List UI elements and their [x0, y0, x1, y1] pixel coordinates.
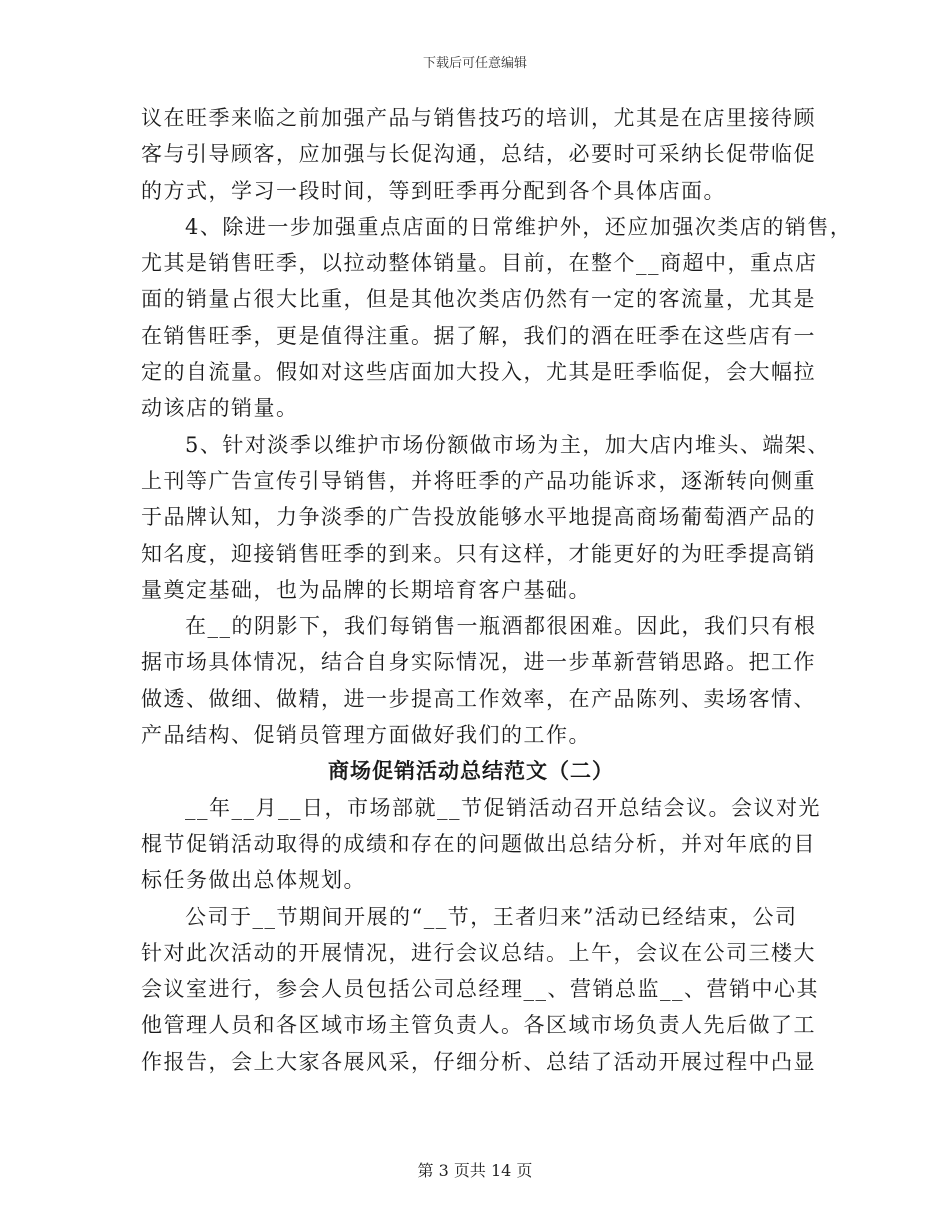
page-footer: 第 3 页共 14 页	[417, 1161, 533, 1180]
paragraph-line: 5、针对淡季以维护市场份额做市场为主，加大店内堆头、端架、	[185, 432, 830, 457]
paragraph-line: 公司于__节期间开展的“__节，王者归来”活动已经结束，公司	[185, 904, 798, 929]
paragraph-line: 他管理人员和各区域市场主管负责人。各区域市场负责人先后做了工	[141, 1013, 816, 1038]
paragraph-line: 尤其是销售旺季，以拉动整体销量。目前，在整个__商超中，重点店	[141, 251, 818, 276]
paragraph-line: 面的销量占很大比重，但是其他次类店仍然有一定的客流量，尤其是	[141, 287, 816, 312]
page-header: 下载后可任意编辑	[422, 56, 527, 71]
paragraph-line: 会议室进行，参会人员包括公司总经理__、营销总监__、营销中心其	[141, 977, 819, 1002]
section-title: 商场促销活动总结范文（二）	[328, 758, 614, 784]
paragraph-line: 议在旺季来临之前加强产品与销售技巧的培训，尤其是在店里接待顾	[141, 106, 816, 130]
paragraph-line: 在__的阴影下，我们每销售一瓶酒都很困难。因此，我们只有根	[185, 614, 817, 639]
paragraph-line: 上刊等广告宣传引导销售，并将旺季的产品功能诉求，逐渐转向侧重	[141, 468, 816, 493]
paragraph-line: 4、除进一步加强重点店面的日常维护外，还应加强次类店的销售，	[185, 214, 853, 239]
paragraph-line: 据市场具体情况，结合自身实际情况，进一步革新营销思路。把工作	[141, 650, 816, 675]
paragraph-line: __年__月__日，市场部就__节促销活动召开总结会议。会议对光	[185, 795, 821, 820]
paragraph-line: 客与引导顾客，应加强与长促沟通，总结，必要时可采纳长促带临促	[141, 142, 816, 167]
document-body	[141, 100, 853, 1080]
paragraph-line: 针对此次活动的开展情况，进行会议总结。上午，会议在公司三楼大	[141, 940, 816, 965]
paragraph-line: 定的自流量。假如对这些店面加大投入，尤其是旺季临促，会大幅拉	[141, 360, 816, 385]
paragraph-line: 量奠定基础，也为品牌的长期培育客户基础。	[141, 577, 591, 602]
paragraph-line: 棍节促销活动取得的成绩和存在的问题做出总结分析，并对年底的目	[141, 831, 816, 856]
paragraph-line: 知名度，迎接销售旺季的到来。只有这样，才能更好的为旺季提高销	[141, 541, 816, 566]
paragraph-line: 在销售旺季，更是值得注重。据了解，我们的酒在旺季在这些店有一	[141, 323, 816, 348]
paragraph-line: 动该店的销量。	[141, 396, 299, 421]
paragraph-line: 标任务做出总体规划。	[141, 868, 366, 893]
paragraph-line: 产品结构、促销员管理方面做好我们的工作。	[141, 723, 591, 748]
paragraph-line: 于品牌认知，力争淡季的广告投放能够水平地提高商场葡萄酒产品的	[141, 505, 816, 530]
paragraph-line: 的方式，学习一段时间，等到旺季再分配到各个具体店面。	[141, 178, 726, 203]
paragraph-line: 作报告，会上大家各展风采，仔细分析、总结了活动开展过程中凸显	[141, 1049, 816, 1074]
paragraph-line: 做透、做细、做精，进一步提高工作效率，在产品陈列、卖场客情、	[141, 686, 816, 711]
